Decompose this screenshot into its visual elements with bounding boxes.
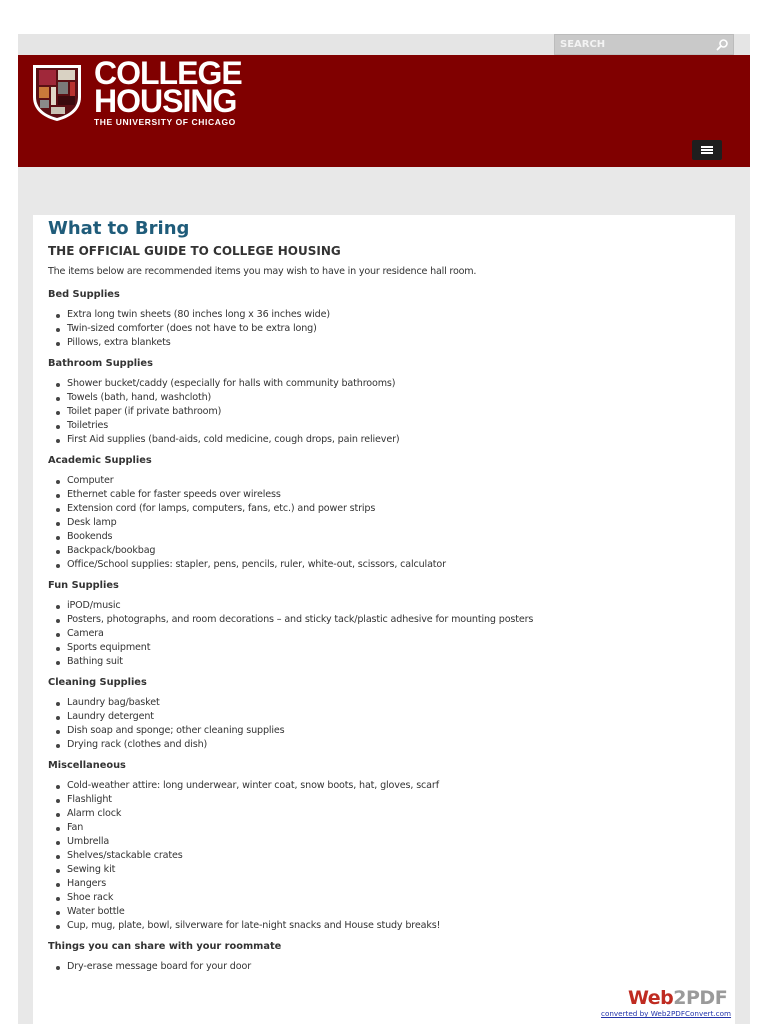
- web2pdf-pdf-text: 2PDF: [673, 987, 728, 1009]
- list-item: Twin-sized comforter (does not have to be extra long): [48, 322, 720, 336]
- list-item: Sports equipment: [48, 641, 720, 655]
- search-icon[interactable]: [715, 38, 729, 52]
- section-heading: Fun Supplies: [48, 580, 119, 591]
- list-item: Cup, mug, plate, bowl, silverware for late-night snacks and House study breaks!: [48, 919, 720, 933]
- list-item: Dish soap and sponge; other cleaning supplies: [48, 724, 720, 738]
- list-item: Extension cord (for lamps, computers, fans, etc.) and power strips: [48, 502, 720, 516]
- section-heading: Cleaning Supplies: [48, 677, 147, 688]
- site-header: [18, 55, 750, 167]
- list-item: Cold-weather attire: long underwear, winter coat, snow boots, hat, gloves, scarf: [48, 779, 720, 793]
- web2pdf-converted-link[interactable]: converted by Web2PDFConvert.com: [601, 1009, 732, 1018]
- section-heading: Things you can share with your roommate: [48, 941, 282, 952]
- list-item: Laundry detergent: [48, 710, 720, 724]
- list-item: Shoe rack: [48, 891, 720, 905]
- list-item: Drying rack (clothes and dish): [48, 738, 720, 752]
- logo-wordmark[interactable]: [94, 55, 242, 127]
- sections-container: [48, 288, 720, 981]
- section-list: [48, 599, 720, 669]
- list-item: Camera: [48, 627, 720, 641]
- search-box[interactable]: [554, 34, 734, 55]
- list-item: First Aid supplies (band-aids, cold medicine, cough drops, pain reliever): [48, 433, 720, 447]
- list-item: Computer: [48, 474, 720, 488]
- section-heading: Bed Supplies: [48, 289, 120, 300]
- list-item: Bookends: [48, 530, 720, 544]
- search-input[interactable]: [555, 35, 710, 54]
- section-list: [48, 308, 720, 350]
- menu-bar-icon: [701, 149, 713, 151]
- section-heading: Miscellaneous: [48, 760, 126, 771]
- college-housing-shield-logo[interactable]: [31, 63, 83, 123]
- intro-text: The items below are recommended items you may wish to have in your residence hall room.: [48, 266, 477, 277]
- list-item: Ethernet cable for faster speeds over wireless: [48, 488, 720, 502]
- page-title: What to Bring: [48, 218, 190, 239]
- section-heading: Academic Supplies: [48, 455, 152, 466]
- page-subtitle: THE OFFICIAL GUIDE TO COLLEGE HOUSING: [48, 244, 341, 258]
- list-item: Umbrella: [48, 835, 720, 849]
- list-item: Towels (bath, hand, washcloth): [48, 391, 720, 405]
- list-item: Sewing kit: [48, 863, 720, 877]
- menu-bar-icon: [701, 152, 713, 154]
- section-list: [48, 474, 720, 572]
- list-item: Alarm clock: [48, 807, 720, 821]
- page-frame: [18, 34, 750, 1024]
- list-item: Water bottle: [48, 905, 720, 919]
- list-item: Flashlight: [48, 793, 720, 807]
- list-item: Pillows, extra blankets: [48, 336, 720, 350]
- list-item: Office/School supplies: stapler, pens, pencils, ruler, white-out, scissors, calculator: [48, 558, 720, 572]
- section-list: [48, 960, 720, 974]
- menu-bar-icon: [701, 146, 713, 148]
- list-item: iPOD/music: [48, 599, 720, 613]
- logo-line-college: COLLEGE: [94, 55, 242, 91]
- list-item: Shower bucket/caddy (especially for halls with community bathrooms): [48, 377, 720, 391]
- list-item: Fan: [48, 821, 720, 835]
- list-item: Extra long twin sheets (80 inches long x 36 inches wide): [48, 308, 720, 322]
- list-item: Desk lamp: [48, 516, 720, 530]
- list-item: Bathing suit: [48, 655, 720, 669]
- web2pdf-web-text: Web: [628, 987, 674, 1009]
- list-item: Dry-erase message board for your door: [48, 960, 720, 974]
- section-list: [48, 377, 720, 447]
- list-item: Laundry bag/basket: [48, 696, 720, 710]
- section-list: [48, 779, 720, 933]
- list-item: Posters, photographs, and room decorations – and sticky tack/plastic adhesive for mounting posters: [48, 613, 720, 627]
- section-list: [48, 696, 720, 752]
- list-item: Shelves/stackable crates: [48, 849, 720, 863]
- list-item: Toiletries: [48, 419, 720, 433]
- list-item: Toilet paper (if private bathroom): [48, 405, 720, 419]
- hamburger-menu-button[interactable]: [692, 140, 722, 160]
- web2pdf-logo: [628, 987, 728, 1009]
- section-heading: Bathroom Supplies: [48, 358, 153, 369]
- top-bar: [18, 34, 750, 55]
- list-item: Hangers: [48, 877, 720, 891]
- logo-line-university: THE UNIVERSITY OF CHICAGO: [94, 117, 236, 127]
- logo-line-housing: HOUSING: [94, 83, 237, 119]
- list-item: Backpack/bookbag: [48, 544, 720, 558]
- main-content: [33, 215, 735, 1024]
